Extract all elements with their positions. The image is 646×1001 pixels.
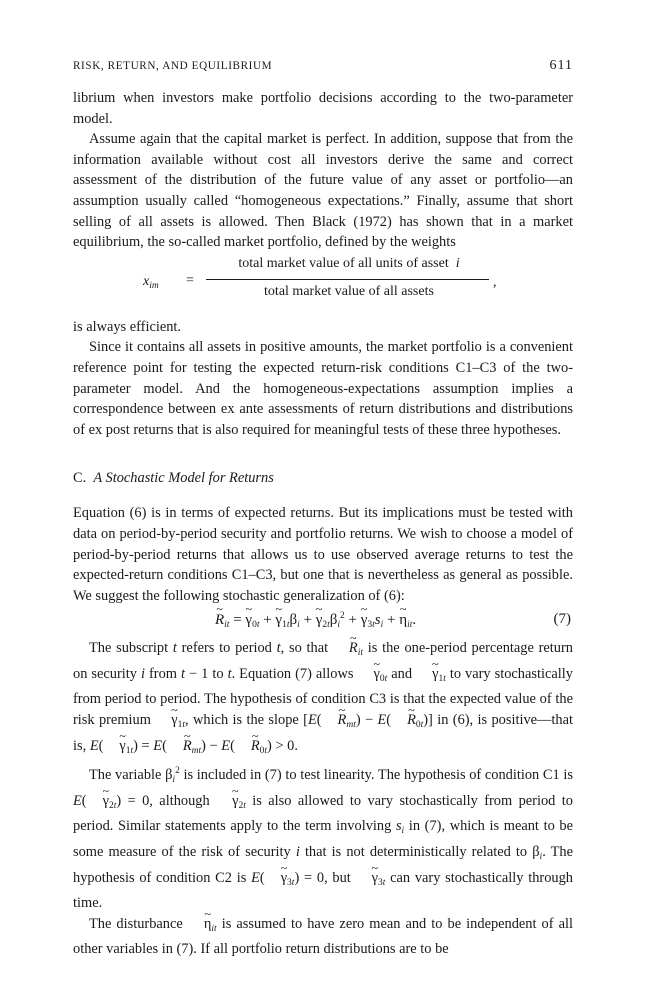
running-header — [73, 58, 573, 74]
paragraph-subscript: The subscript t refers to period t, so that ~ $R_{it}$ is the one-period percentage return on security i from t − 1 to t. Equation (7) allows ~ $\gamma_{0t}$ and ~ $\gamma_{1t}$ to vary stochastically from period to period. The hypothesis of condition C3 is that the expected value of the risk premium ~ $\gamma_{1t}$, which is the slope [E(~ $R_{mt}$) − E(~ $R_{0t}$)] in (6), is positive—that is, E(~ $\gamma_{1t}$) = E(~ $R_{mt}$) − E(~ $R_{0t}) > 0$. — [73, 638, 573, 761]
paper-page — [73, 58, 573, 960]
weights-equals: = — [186, 272, 194, 288]
section-letter: C. — [73, 470, 87, 487]
section-heading — [73, 470, 573, 487]
weights-comma: , — [493, 274, 497, 290]
weights-equation — [73, 255, 573, 317]
running-head: RISK, RETURN, AND EQUILIBRIUM — [73, 60, 273, 72]
weights-denominator: total market value of all assets — [264, 283, 434, 299]
equation-7 — [73, 608, 573, 638]
paragraph-market-portfolio: Since it contains all assets in positive amounts, the market portfolio is a convenient reference point for testing the expected return-risk conditions C1–C3 of the two-parameter model. And the homogeneous-expectations assumption implies a correspondence between ex ante assessments of return distributions and distributions of ex post returns that is also required for meaningful tests of these three hypotheses. — [73, 339, 573, 438]
fraction-bar — [206, 279, 489, 280]
paragraph-efficient: is always efficient. — [73, 318, 182, 335]
paragraph-assumptions: Assume again that the capital market is perfect. In addition, suppose that from the information available without cost all investors derive the same and correct assessment of the distribution of the future value of any asset or portfolio—an assumption usually called “homogeneous expectations.” Finally, assume that short selling of all assets is allowed. Then Black (1972) has shown that in a market equilibrium, the so-called market portfolio, defined by the weights — [73, 131, 573, 251]
equation-7-tag: (7) — [553, 611, 571, 628]
paragraph-equation-intro: Equation (6) is in terms of expected returns. But its implications must be tested with data on period-by-period security and portfolio returns. We wish to choose a model of period-by-period returns that allows us to use observed average returns to test the expected-return conditions C1–C3, but one that is nevertheless as general as possible. We suggest the following stochastic generalization of (6): — [73, 505, 573, 604]
weights-numerator: total market value of all units of asset i — [238, 255, 460, 271]
paragraph-linearity: The variable $\beta_i^2$ is included in (7) to test linearity. The hypothesis of condition C1 is E(~ $\gamma_{2t}) = 0$, although ~ $\gamma_{2t}$ is also allowed to vary stochastically from period to period. Similar statements apply to the term involving $s_i$ in (7), which is meant to be some measure of the risk of security i that is not deterministically related to $\beta_i$. The hypothesis of condition C2 is E(~ $\gamma_{3t}) = 0$, but ~ $\gamma_{3t}$ can vary stochastically through time. — [73, 761, 573, 914]
page-number: 611 — [549, 58, 573, 73]
paragraph-disturbance: The disturbance ~ $\eta_{it}$ is assumed to have zero mean and to be independent of all other variables in (7). If all portfolio return distributions are to be — [73, 914, 573, 960]
weights-lhs: $x_{im}$ — [143, 273, 159, 291]
section-title: A Stochastic Model for Returns — [93, 470, 274, 487]
paragraph-continuation: librium when investors make portfolio decisions according to the two-parameter model. — [73, 90, 573, 127]
equation-7-body: ~ $R_{it}$ = ~ $\gamma_{0t}$ + ~ $\gamma_{1t}\beta_i$ + ~ $\gamma_{2t}\beta_i^2$ + ~ $\gamma_{3t}s_i$ + ~ $\eta_{it}$. — [215, 611, 416, 630]
